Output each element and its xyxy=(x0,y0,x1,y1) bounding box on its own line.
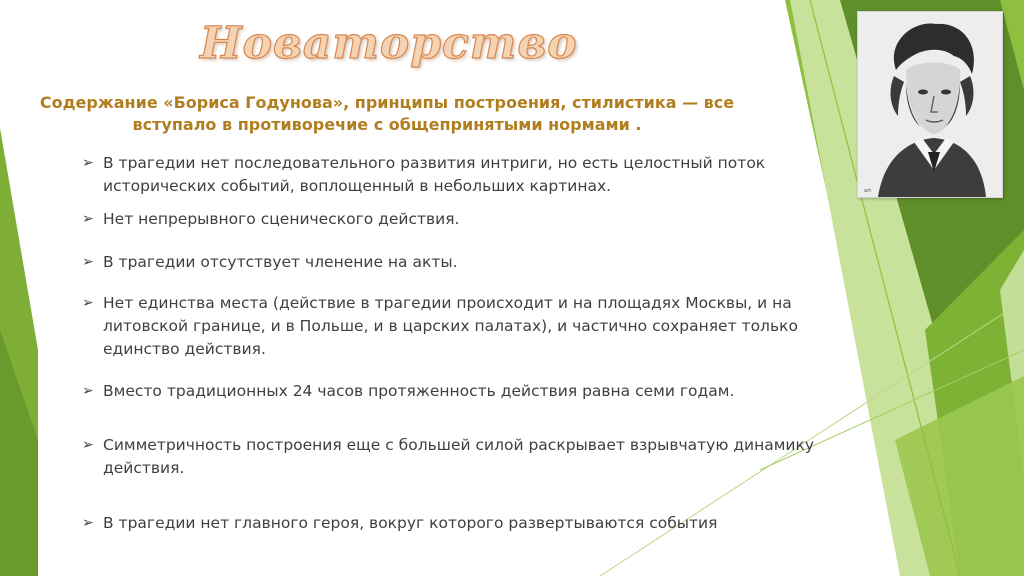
bullet-item-2 xyxy=(82,208,822,231)
slide-subtitle: Содержание «Бориса Годунова», принципы построения, стилистика — все вступало в противоречие с общепринятыми нормами . xyxy=(39,93,735,134)
bullet-item-4 xyxy=(82,292,822,361)
bullet-text-4: Нет единства места (действие в трагедии происходит и на площадях Москвы, и на литовской границе, и в Польше, и в царских палатах), и частично сохраняет только единство действия. xyxy=(103,294,798,358)
arrow-bullet-icon: ➢ xyxy=(82,383,94,399)
bullet-text-7: В трагедии нет главного героя, вокруг которого развертываются события xyxy=(103,514,718,532)
svg-text:art: art xyxy=(864,188,872,194)
bullet-item-6 xyxy=(82,434,822,480)
bullet-text-2: Нет непрерывного сценического действия. xyxy=(103,210,460,228)
arrow-bullet-icon: ➢ xyxy=(82,437,94,453)
slide-title: Новаторство xyxy=(200,18,578,69)
bullet-item-3 xyxy=(82,251,822,274)
bullet-item-5 xyxy=(82,380,822,403)
arrow-bullet-icon: ➢ xyxy=(82,254,94,270)
bullet-text-5: Вместо традиционных 24 часов протяженность действия равна семи годам. xyxy=(103,382,735,400)
portrait-image xyxy=(857,11,1003,198)
arrow-bullet-icon: ➢ xyxy=(82,295,94,311)
bullet-text-1: В трагедии нет последовательного развития интриги, но есть целостный поток исторических событий, воплощенный в небольших картинах. xyxy=(103,154,766,195)
bullet-item-7 xyxy=(82,512,822,535)
arrow-bullet-icon: ➢ xyxy=(82,155,94,171)
bullet-text-3: В трагедии отсутствует членение на акты. xyxy=(103,253,458,271)
arrow-bullet-icon: ➢ xyxy=(82,515,94,531)
portrait-icon xyxy=(858,12,1002,197)
bullet-text-6: Симметричность построения еще с большей силой раскрывает взрывчатую динамику действия. xyxy=(103,436,815,477)
arrow-bullet-icon: ➢ xyxy=(82,211,94,227)
bullet-item-1 xyxy=(82,152,822,198)
